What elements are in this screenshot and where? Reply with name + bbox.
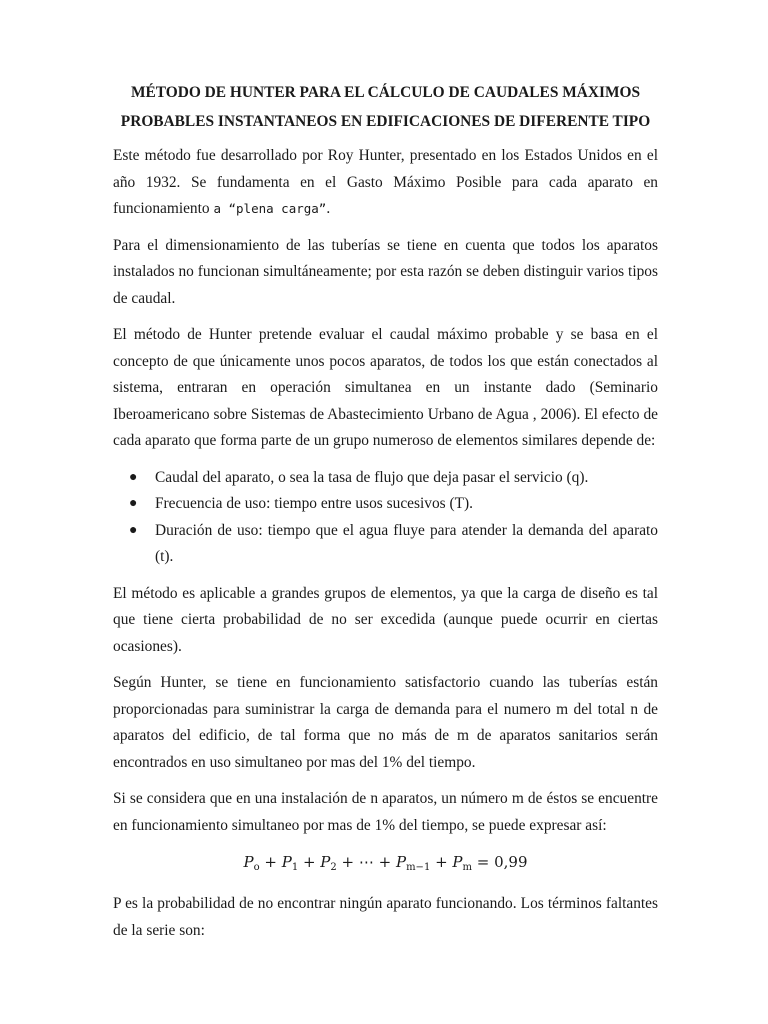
paragraph-probabilidad: P es la probabilidad de no encontrar ningún aparato funcionando. Los términos faltantes de la serie son: — [113, 895, 658, 939]
list-item-text: Caudal del aparato, o sea la tasa de flujo que deja pasar el servicio (q). — [155, 468, 589, 486]
bullet-icon: ● — [129, 522, 138, 538]
formula-result: 0,99 — [494, 853, 528, 871]
list-item-text: Duración de uso: tiempo que el agua fluye para atender la demanda del aparato (t). — [155, 521, 658, 565]
paragraph-intro — [113, 143, 658, 223]
list-item — [113, 491, 658, 518]
list-item-text: Frecuencia de uso: tiempo entre usos sucesivos (T). — [155, 495, 473, 512]
document-page — [113, 78, 658, 954]
list-item — [113, 518, 658, 571]
bullet-icon: ● — [129, 496, 138, 511]
bullet-icon: ● — [129, 469, 138, 485]
factors-list — [113, 465, 658, 571]
document-title — [113, 78, 658, 136]
paragraph-metodo-hunter: El método de Hunter pretende evaluar el caudal máximo probable y se basa en el concepto de que únicamente unos pocos aparatos, de todos los que están conectados al sistema, entraran en operación simultanea en un instante dado (Seminario Iberoamericano sobre Sistemas de Abastecimiento Urbano de Agua , 2006). El efecto de cada aparato que forma parte de un grupo numeroso de elementos similares depende de: — [113, 326, 658, 449]
paragraph-dimensionamiento: Para el dimensionamiento de las tuberías se tiene en cuenta que todos los aparatos instalados no funcionan simultáneamente; por esta razón se deben distinguir varios tipos de caudal. — [113, 236, 658, 307]
title-line-2: PROBABLES INSTANTANEOS EN EDIFICACIONES DE DIFERENTE TIPO — [120, 113, 651, 130]
list-item — [113, 465, 658, 492]
paragraph-aplicable: El método es aplicable a grandes grupos de elementos, ya que la carga de diseño es tal que tiene cierta probabilidad de no ser excedida (aunque puede ocurrir en ciertas ocasiones). — [113, 584, 658, 655]
paragraph-intro-end: . — [326, 200, 331, 217]
paragraph-instalacion: Si se considera que en una instalación de n aparatos, un número m de éstos se encuentre en funcionamiento simultaneo por mas de 1% del tiempo, se puede expresar así: — [113, 790, 658, 834]
paragraph-segun-hunter: Según Hunter, se tiene en funcionamiento satisfactorio cuando las tuberías están proporcionadas para suministrar la carga de demanda para el numero m del total n de aparatos del edificio, de tal forma que no más de m de aparatos sanitarios serán encontrados en uso simultaneo por mas del 1% del tiempo. — [113, 674, 658, 771]
paragraph-intro-text: Este método fue desarrollado por Roy Hunter, presentado en los Estados Unidos en el año 1932. Se fundamenta en el Gasto Máximo Posible para cada aparato en funcionamiento — [113, 147, 658, 217]
probability-formula: $P_o + P_1 + P_2$ + ⋯ + $P_{m-1} + P_m = 0,99$ — [243, 853, 528, 873]
title-line-1: MÉTODO DE HUNTER PARA EL CÁLCULO DE CAUDALES MÁXIMOS — [130, 84, 641, 101]
plena-carga-quote: a “plena carga” — [213, 201, 327, 216]
